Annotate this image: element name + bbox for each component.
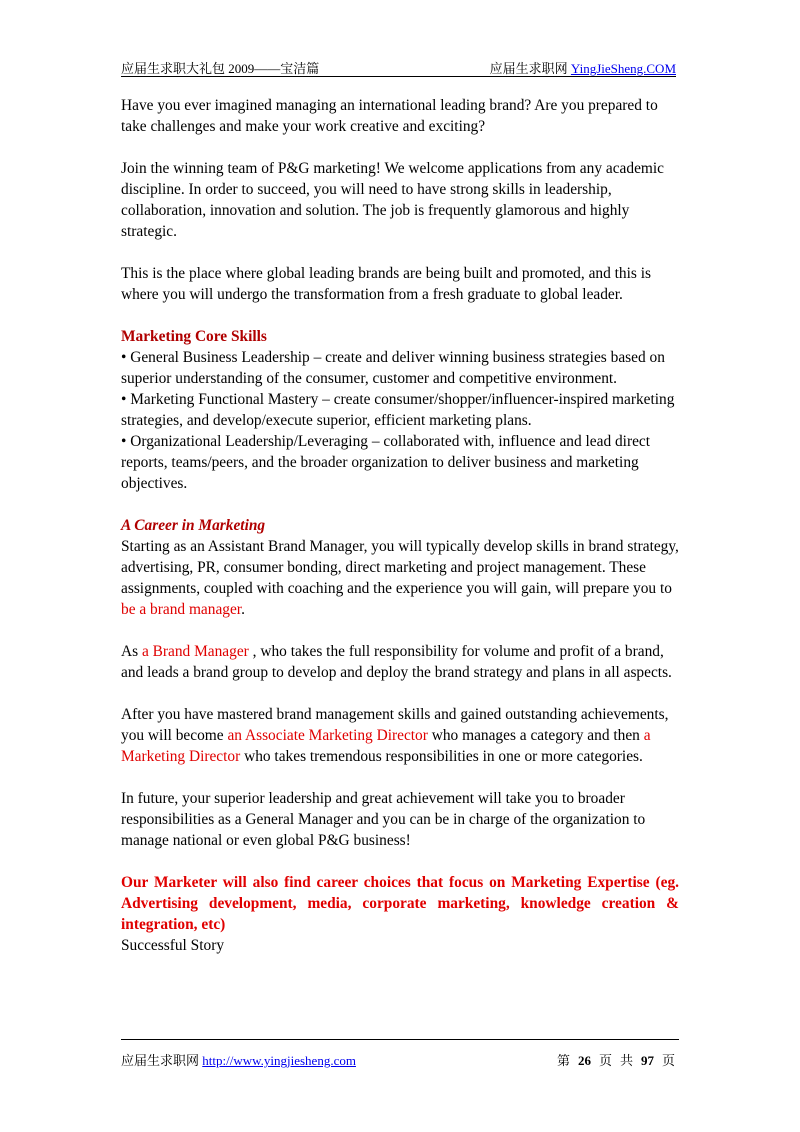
footer-site-label: 应届生求职网 [121,1053,200,1068]
core-skill-item: • Organizational Leadership/Leveraging – collaborated with, influence and lead direct reports, teams/peers, and the broader organization to deliver business and marketing objectives. [121,433,651,492]
total-word: 共 [619,1053,633,1068]
career-p1-end: . [241,601,245,618]
core-skill-item: • General Business Leadership – create and deliver winning business strategies based on superior understanding of the consumer, customer and competitive environment. [121,349,665,387]
career-p2-text: , who takes the full responsibility for volume and profit of a brand, and leads a brand group to develop and deploy the brand strategy and plans in all aspects. [121,643,672,681]
intro-paragraph-1: Have you ever imagined managing an international leading brand? Are you prepared to take challenges and make your work creative and exciting? [121,97,658,135]
career-p3-mid: who manages a category and then [427,727,644,744]
page-suffix: 页 [661,1053,675,1068]
career-section [121,515,679,851]
header-site-label: 应届生求职网 [489,61,568,76]
career-p3-highlight-1: an Associate Marketing Director [227,727,428,744]
footer-site-link[interactable]: http://www.yingjiesheng.com [202,1053,356,1068]
header-site-link[interactable]: YingJieSheng.COM [570,61,676,76]
intro-paragraph-2: Join the winning team of P&G marketing! We welcome applications from any academic discipline. In order to succeed, you will need to have strong skills in leadership, collaboration, innovation and solution. The job is frequently glamorous and highly strategic. [121,160,664,240]
successful-story-label: Successful Story [121,937,225,954]
career-p1-highlight: be a brand manager [121,601,242,618]
page-prefix: 第 [556,1053,570,1068]
career-p3-highlight-2: a Marketing Director [121,727,651,765]
core-skills-section [121,326,679,494]
expertise-statement: Our Marketer will also find career choices that focus on Marketing Expertise (eg. Advertising development, media, corporate marketing, knowledge creation & integration, etc) [121,874,679,933]
header-site [490,58,676,77]
page-number [553,1050,679,1069]
core-skill-item: • Marketing Functional Mastery – create consumer/shopper/influencer-inspired marketing strategies, and develop/execute superior, efficient marketing plans. [121,391,675,429]
career-paragraph-3 [121,704,679,767]
page-footer [121,1050,679,1068]
career-p3-end: who takes tremendous responsibilities in one or more categories. [240,748,643,765]
career-heading: A Career in Marketing [121,517,266,534]
career-p1-text: Starting as an Assistant Brand Manager, you will typically develop skills in brand strategy, advertising, PR, consumer bonding, direct marketing and project management. These assignments, coupled with coaching and the experience you will gain, will prepare you to [121,538,679,597]
core-skills-heading: Marketing Core Skills [121,328,267,345]
document-body [121,95,679,956]
page-header [121,56,676,77]
career-p2-pre: As [121,643,142,660]
career-p2-highlight: a Brand Manager [141,643,249,660]
footer-divider [121,1039,679,1040]
footer-site [121,1050,356,1069]
career-paragraph-2 [121,641,679,683]
career-p3-pre: After you have mastered brand management skills and gained outstanding achievements, you will become [121,706,669,744]
intro-paragraph-3: This is the place where global leading brands are being built and promoted, and this is where you will undergo the transformation from a fresh graduate to global leader. [121,265,651,303]
career-paragraph-1 [121,536,679,620]
career-paragraph-4: In future, your superior leadership and great achievement will take you to broader responsibilities as a General Manager and you can be in charge of the organization to manage national or even global P&G business! [121,790,646,849]
page-word: 页 [598,1053,612,1068]
header-title: 应届生求职大礼包 2009——宝洁篇 [121,61,320,76]
total-pages: 97 [640,1053,654,1068]
current-page: 26 [577,1053,591,1068]
